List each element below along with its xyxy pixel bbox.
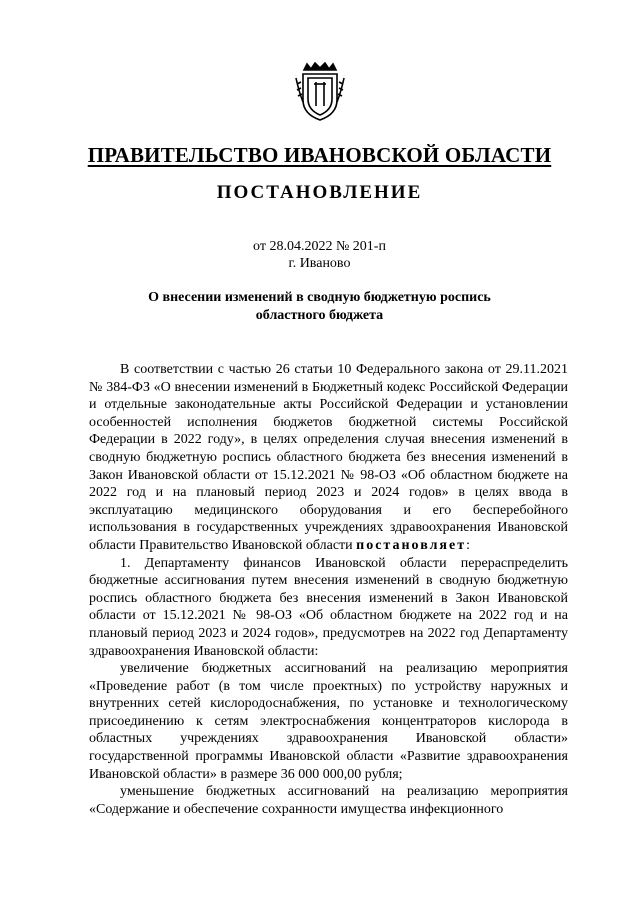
preamble-text: В соответствии с частью 26 статьи 10 Федерального закона от 29.11.2021 № 384-ФЗ «О внесении изменений в Бюджетный кодекс Российской Федерации и отдельные законодательные акты Российской Федерации и установлении особенностей исполнения бюджетов бюджетной системы Российской Федерации в 2022 году», в целях определения случая внесения изменений в сводную бюджетную роспись областного бюджета без внесения изменений в Закон Ивановской области от 15.12.2021 № 98-ОЗ «Об областном бюджете на 2022 год и на плановый период 2023 и 2024 годов» в целях ввода в эксплуатацию медицинского оборудования и его бесперебойного использования в государственных учреждениях здравоохранения Ивановской области Правительство Ивановской области	[89, 362, 568, 553]
paragraph-preamble	[89, 361, 568, 555]
date-and-place	[0, 238, 639, 272]
resolves-keyword: постановляет	[356, 537, 467, 553]
document-subject	[0, 289, 639, 325]
paragraph-increase: увеличение бюджетных ассигнований на реализацию мероприятия «Проведение работ (в том числе проектных) по устройству наружных и внутренних сетей кислородоснабжения, по установке и технологическому присоединению к сетям электроснабжения концентраторов кислорода в областных учреждениях здравоохранения Ивановской области» государственной программы Ивановской области «Развитие здравоохранения Ивановской области» в размере 36 000 000,00 рубля;	[89, 661, 568, 782]
organization-title-text: ПРАВИТЕЛЬСТВО ИВАНОВСКОЙ ОБЛАСТИ	[87, 143, 552, 167]
preamble-end: :	[466, 537, 470, 553]
subject-line-1: О внесении изменений в сводную бюджетную роспись	[148, 290, 491, 305]
date-number: от 28.04.2022 № 201-п	[253, 239, 386, 254]
document-body	[89, 361, 568, 818]
city: г. Иваново	[288, 256, 351, 271]
paragraph-item-1: 1. Департаменту финансов Ивановской области перераспределить бюджетные ассигнования путем внесения изменений в сводную бюджетную роспись областного бюджета без внесения изменений в Закон Ивановской области от 15.12.2021 № 98-ОЗ «Об областном бюджете на 2022 год и на плановый период 2023 и 2024 годов», предусмотрев на 2022 год Департаменту здравоохранения Ивановской области:	[89, 555, 568, 659]
coat-of-arms-icon	[294, 62, 346, 122]
paragraph-decrease: уменьшение бюджетных ассигнований на реализацию мероприятия «Содержание и обеспечение сохранности имущества инфекционного	[89, 784, 568, 817]
organization-title	[0, 143, 639, 168]
document-type: ПОСТАНОВЛЕНИЕ	[216, 182, 423, 203]
subject-line-2: областного бюджета	[255, 308, 384, 323]
